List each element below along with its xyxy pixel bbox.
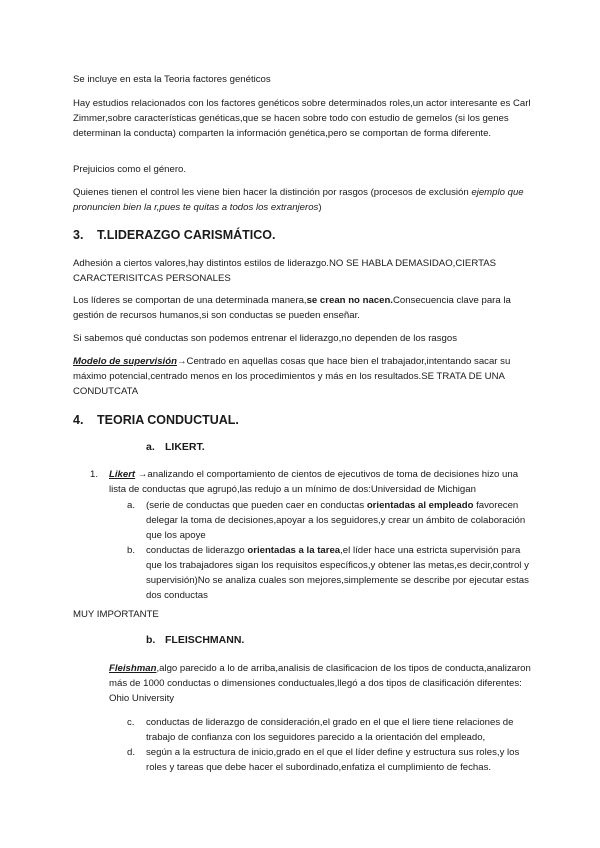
modelo-supervision-text: →Centrado en aquellas cosas que hace bien el trabajador,intentando sacar su máximo potencial,centrado menos en los procedimientos y más en los resultados.SE TRATA DE UNA CONDUTCATA [73,356,511,397]
subsection-b-heading [146,634,244,646]
list-item-a [146,498,531,543]
list-item-b [146,543,531,603]
section-4-number: 4. [73,413,84,427]
intro-p4-start: Quienes tienen el control les viene bien hacer la distinción por rasgos (procesos de exclusión [73,187,472,198]
subsection-a-title: LIKERT. [165,441,205,453]
intro-p4-end: ) [318,202,322,213]
list-item-a-marker: a. [127,500,136,511]
list-item-b-marker: b. [127,545,136,556]
fleishman-text: ,algo parecido a lo de arriba,analisis de clasificacion de los tipos de conducta,analizaron más de 1000 conductas o dimensiones conductuales,llegó a dos tipos de clasificación diferentes: Ohio University [109,663,531,704]
intro-paragraph-1: Se incluye en esta la Teoria factores genéticos [73,74,271,85]
section-3-paragraph-2 [73,293,531,323]
list-item-a-bold: orientadas al empleado [366,500,474,511]
list-item-b-start: conductas de liderazgo [146,545,248,556]
list-item-d-marker: d. [127,747,136,758]
section-3-heading [73,228,275,242]
likert-text: →analizando el comportamiento de cientos de ejecutivos de toma de decisiones hizo una lista de conductas que agrupó,las redujo a un mínimo de dos:Universidad de Michigan [109,469,519,495]
intro-paragraph-2: Hay estudios relacionados con los factores genéticos sobre determinados roles,un actor interesante es Carl Zimmer,sobre características genéticas,que se hacen sobre todo con estudio de gemelos (si los genes determinan la conducta) comparten la información genética,pero se comportan de forma diferente. [73,98,531,139]
list-item-1 [109,467,531,497]
intro-paragraph-3: Prejuicios como el género. [73,164,187,175]
fleishman-paragraph [109,661,531,706]
list-item-b-bold: orientadas a la tarea [247,545,341,556]
subsection-b-number: b. [146,634,156,646]
subsection-a-number: a. [146,441,155,453]
section-3-paragraph-4 [73,354,531,399]
section-3-p2-end: Consecuencia clave para la gestión de recursos humanos,si son conductas se pueden enseñar. [73,295,511,321]
section-3-p2-start: Los líderes se comportan de una determinada manera, [73,295,307,306]
list-item-d: según a la estructura de inicio,grado en el que el líder define y estructura sus roles,y los roles y tareas que debe hacer el subordinado,enfatiza el cumplimiento de fechas. [146,747,520,773]
list-item-b-end: ,el líder hace una estricta supervisión para que los trabajadores sigan los requisitos específicos,y obtener las metas,es decir,control y supervisión)No se analiza cuales son mejores,simplemente se describe por ejecutar estas dos conductas [146,545,529,601]
list-item-c: conductas de liderazgo de consideración,el grado en el que el liere tiene relaciones de trabajo de confianza con los seguidores parecido a la orientación del empleado, [146,717,514,743]
subsection-a-heading [146,441,205,453]
list-item-a-end: favorecen delegar la toma de decisiones,apoyar a los seguidores,y crear un ámbito de colaboración que los apoye [146,500,526,541]
fleishman-term: Fleishman [109,663,157,674]
section-4-heading [73,413,239,427]
list-item-1-number: 1. [90,469,99,480]
intro-paragraph-4 [73,185,531,215]
section-3-paragraph-1: Adhesión a ciertos valores,hay distintos estilos de liderazgo.NO SE HABLA DEMASIDAO,CIERTAS CARACTERISITCAS PERSONALES [73,258,497,284]
section-4-title: TEORIA CONDUCTUAL. [97,413,239,427]
modelo-supervision-term: Modelo de supervisión [73,356,177,367]
list-item-a-start: (serie de conductas que pueden caer en conductas [146,500,367,511]
intro-p4-italic: ejemplo que pronuncien bien la r,pues te quitas a todos los extranjeros [73,187,524,213]
section-3-paragraph-3: Si sabemos qué conductas son podemos entrenar el liderazgo,no dependen de los rasgos [73,333,458,344]
subsection-b-title: FLEISCHMANN. [165,634,245,646]
section-3-title: T.LIDERAZGO CARISMÁTICO. [97,228,276,242]
likert-term: Likert [109,469,136,480]
muy-importante-note: MUY IMPORTANTE [73,609,159,620]
list-item-c-marker: c. [127,717,135,728]
section-3-p2-bold: se crean no nacen. [306,295,393,306]
section-3-number: 3. [73,228,84,242]
